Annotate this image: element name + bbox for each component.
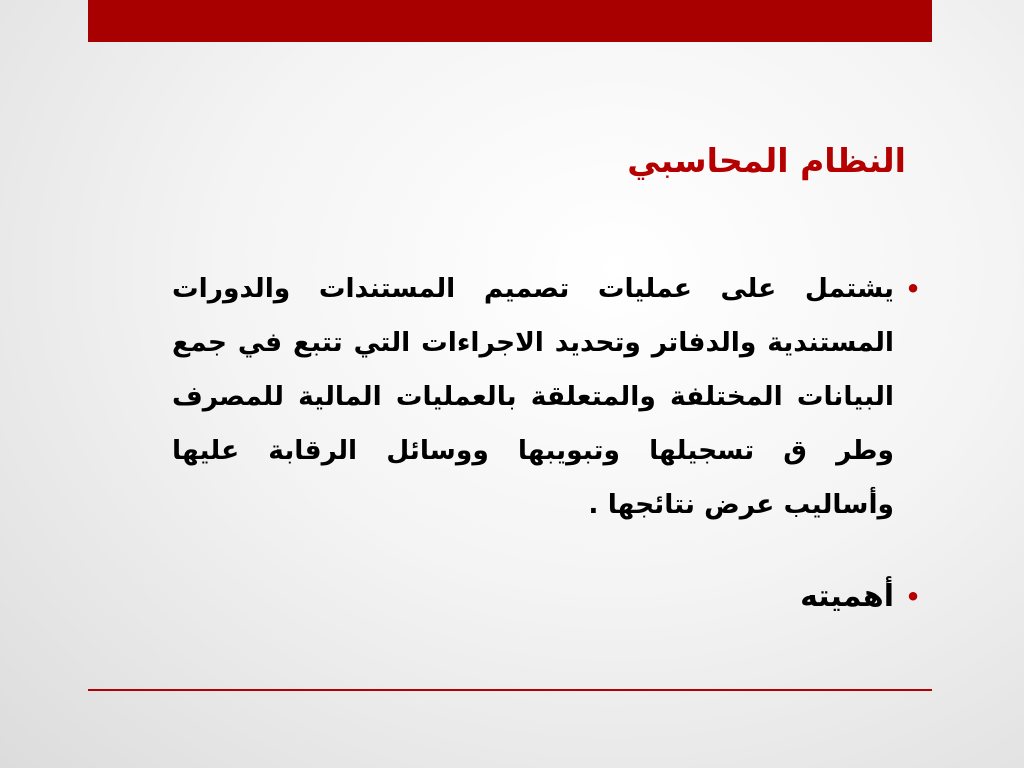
bullet-list xyxy=(172,262,932,624)
bullet-item-definition xyxy=(172,262,932,532)
slide-title: النظام المحاسبي xyxy=(627,141,906,180)
bullet-text-definition: يشتمل على عمليات تصميم المستندات والدورات المستندية والدفاتر وتحديد الاجراءات التي تتبع في جمع البيانات المختلفة والمتعلقة بالعمليات المالية للمصرف وطر ق تسجيلها وتبويبها ووسائل الرقابة عليها وأساليب عرض نتائجها . xyxy=(172,273,894,520)
bullet-icon: • xyxy=(905,275,921,303)
top-accent-bar xyxy=(88,0,932,42)
bottom-divider xyxy=(88,689,932,691)
bullet-icon: • xyxy=(905,583,921,611)
bullet-item-importance xyxy=(172,570,932,624)
bullet-text-importance: أهميته xyxy=(800,579,894,614)
